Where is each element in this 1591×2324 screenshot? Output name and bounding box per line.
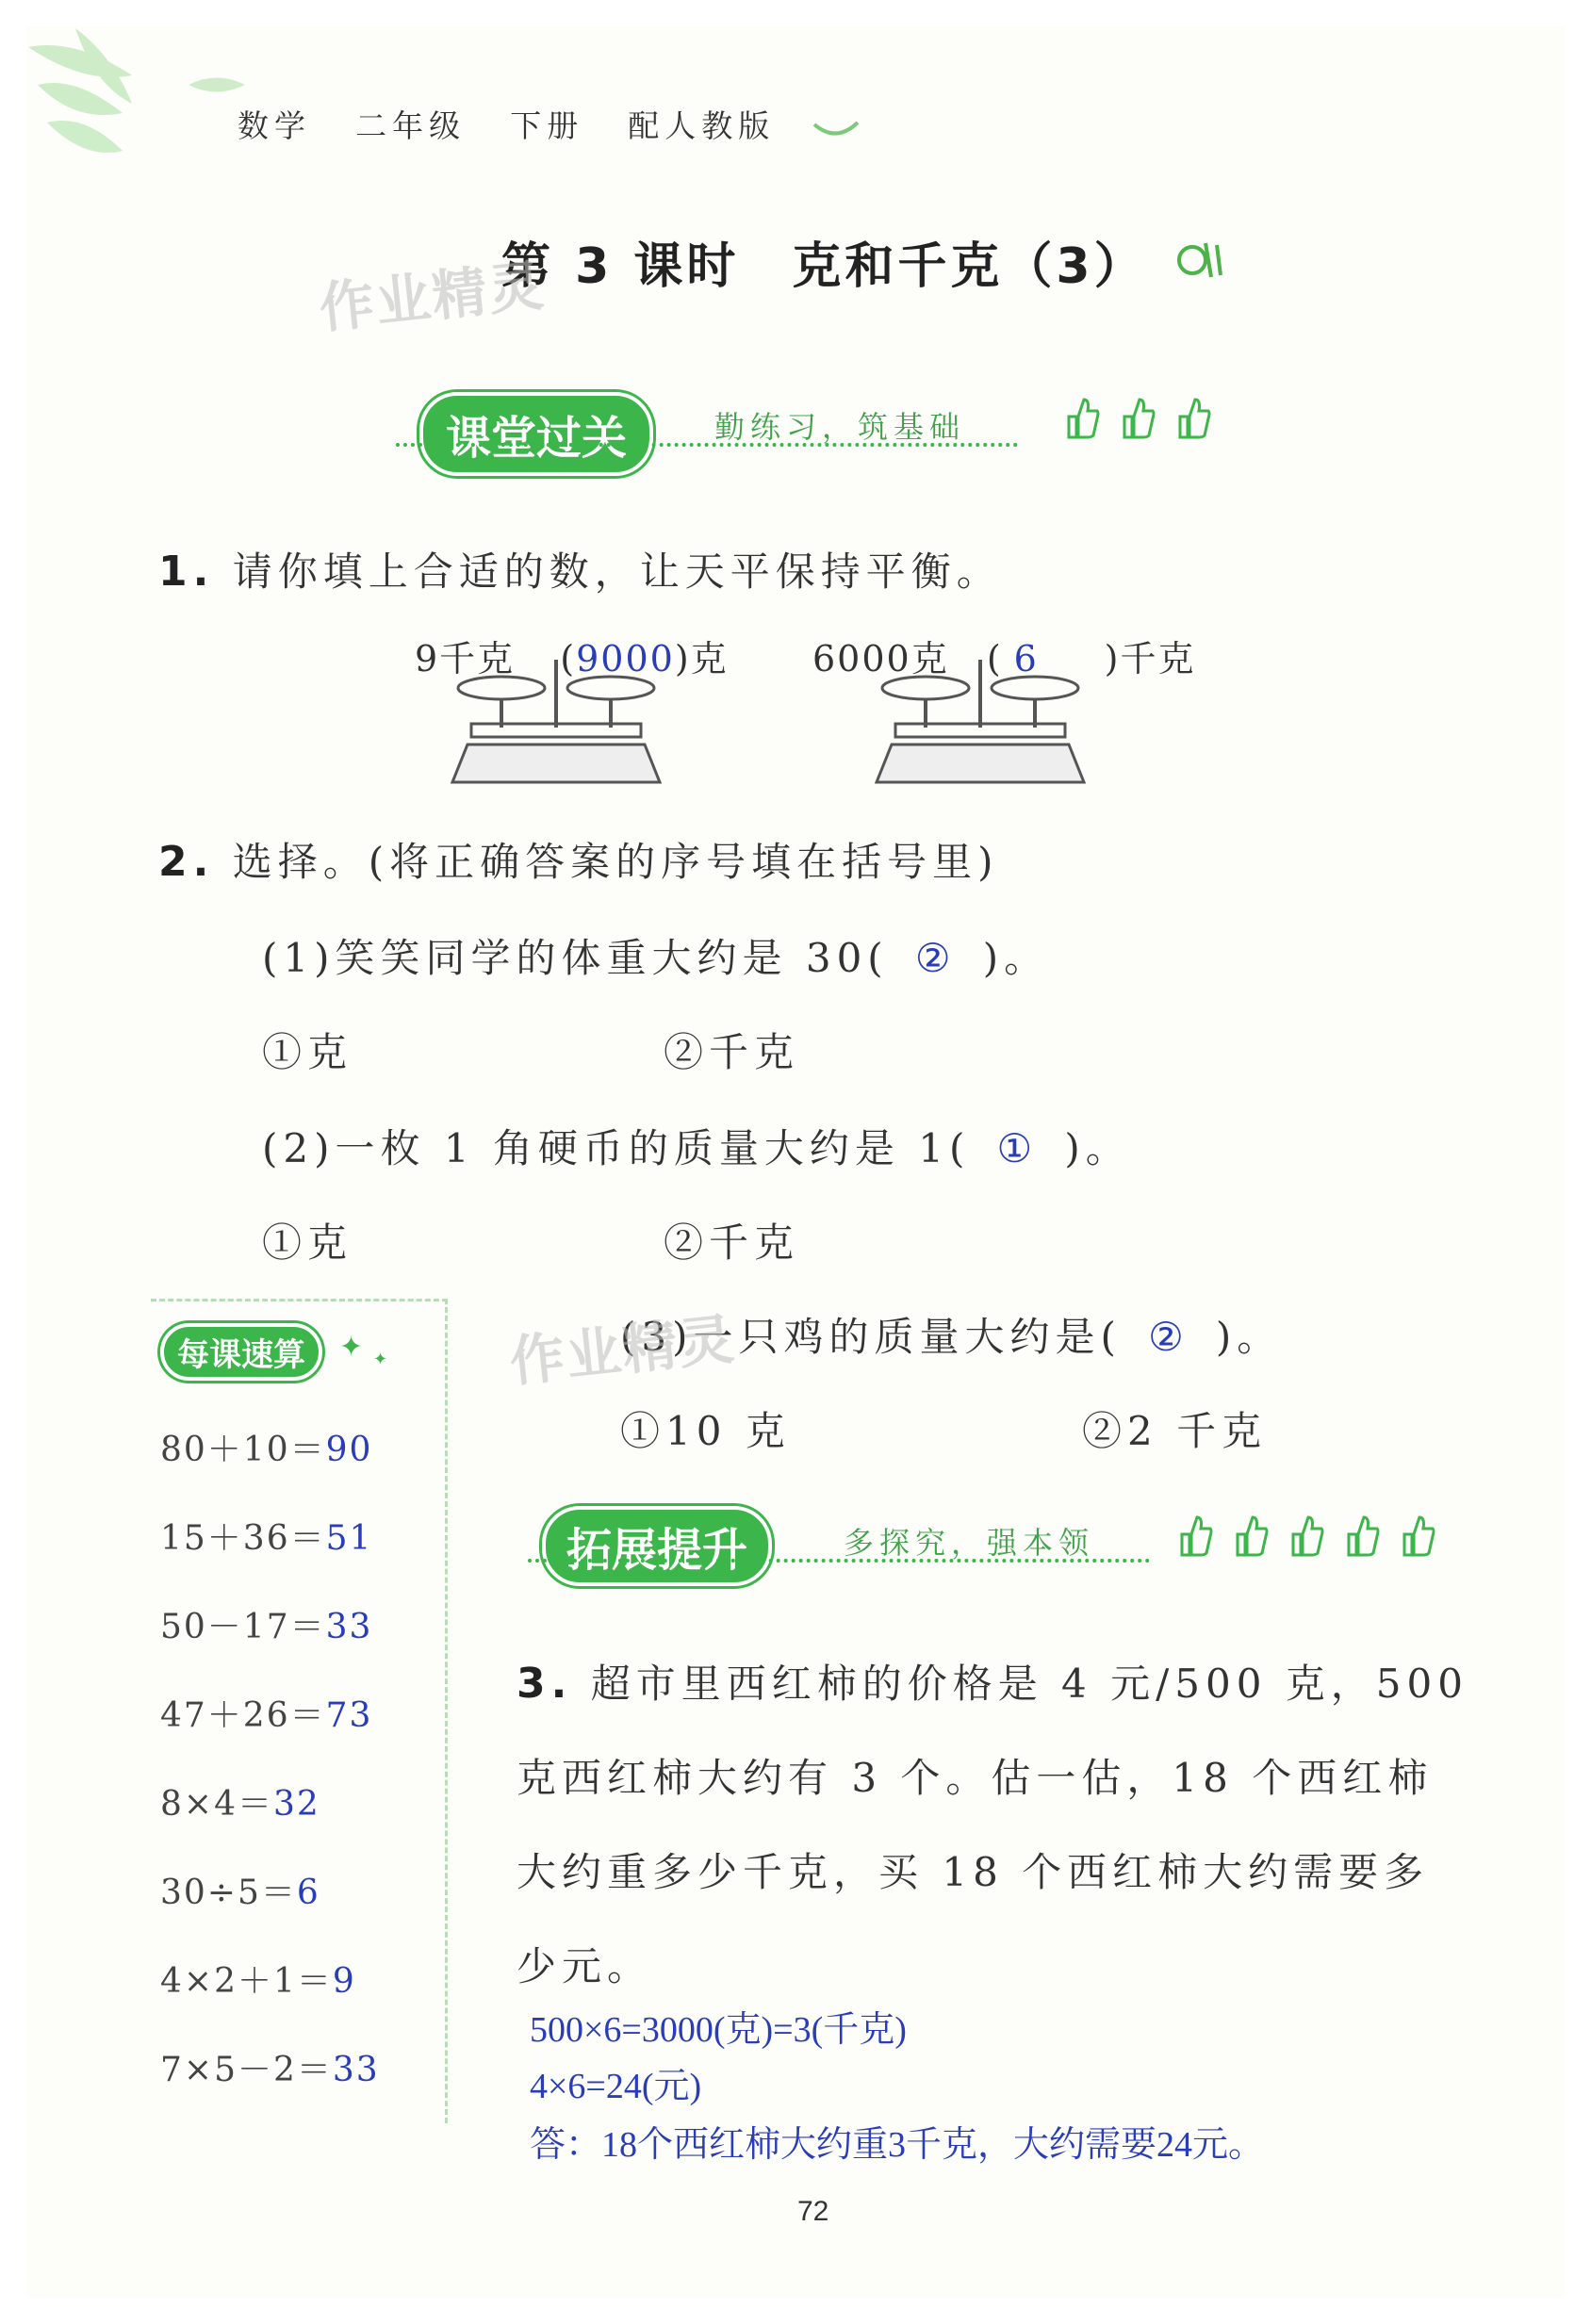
- question-3-number: 3.: [517, 1660, 573, 1708]
- section-divider: [528, 1559, 1150, 1566]
- calc-expr: 50－17＝: [160, 1608, 326, 1646]
- scale-2-open: (: [986, 638, 1003, 679]
- q2-item-1-stem: (1)笑笑同学的体重大约是 30(: [262, 935, 889, 981]
- question-2-number: 2.: [158, 838, 215, 886]
- thumbs-up-icon: [1063, 396, 1101, 441]
- q2-item-1-end: )。: [982, 935, 1050, 981]
- scale-1-open: (: [560, 638, 577, 679]
- section-badge-extension: 拓展提升: [542, 1506, 772, 1586]
- thumbs-row-5: [1176, 1514, 1450, 1563]
- lesson-title: 第 3 课时 克和千克（3）: [501, 238, 1147, 295]
- question-2-text: 选择。(将正确答案的序号填在括号里): [232, 839, 999, 885]
- calc-row: [160, 1423, 372, 1471]
- star-icon: ✦: [373, 1350, 388, 1369]
- balance-scale-1-icon: [443, 650, 669, 792]
- q2-item-2: [262, 1118, 1131, 1174]
- thumbs-up-icon: [1343, 1514, 1381, 1559]
- question-3-line-3: 大约重多少千克，买 18 个西红柿大约需要多: [517, 1849, 1430, 1895]
- header-volume: 下册: [510, 107, 584, 144]
- header-grade: 二年级: [355, 107, 467, 144]
- section-badge-classroom: 课堂过关: [419, 392, 653, 476]
- snail-deco-icon: [1164, 224, 1230, 290]
- question-1-text: 请你填上合适的数，让天平保持平衡。: [232, 548, 1002, 595]
- question-3-text: 超市里西红柿的价格是 4 元/500 克，500: [590, 1661, 1468, 1707]
- solution-line-2: 4×6=24(元): [530, 2067, 702, 2106]
- scale-2-left-label: 6000克: [812, 638, 949, 679]
- scale-1-close: )克: [674, 638, 729, 679]
- thumbs-up-icon: [1174, 396, 1212, 441]
- leaf-decoration-icon: [19, 19, 264, 188]
- quick-calc-badge: 每课速算: [160, 1323, 322, 1381]
- solution-answer: 答：18个西红柿大约重3千克，大约需要24元。: [530, 2125, 1265, 2165]
- q2-item-3-stem: (3)一只鸡的质量大约是(: [620, 1314, 1122, 1360]
- header-subject: 数学: [238, 107, 311, 144]
- question-3-line-1: [517, 1653, 1468, 1710]
- q2-item-3-answer: ②: [1148, 1314, 1189, 1360]
- section-slogan-classroom: 勤练习，筑基础: [714, 409, 966, 445]
- question-2: [158, 831, 998, 888]
- calc-answer: 6: [296, 1874, 320, 1912]
- q2-item-1: [262, 927, 1049, 984]
- q2-item-2-end: )。: [1064, 1125, 1131, 1171]
- header-edition: 配人教版: [628, 107, 776, 144]
- thumbs-up-icon: [1288, 1514, 1325, 1559]
- calc-answer: 9: [332, 1962, 356, 2001]
- calc-row: [160, 1689, 372, 1737]
- thumbs-up-icon: [1119, 396, 1156, 441]
- q2-item-1-option-b: ②千克: [664, 1029, 800, 1075]
- q2-item-1-option-a: ①克: [262, 1029, 353, 1075]
- calc-expr: 15＋36＝: [160, 1519, 326, 1558]
- scale-1-left-label: 9千克: [415, 638, 516, 679]
- calc-row: [160, 2043, 380, 2091]
- q2-item-1-answer: ②: [914, 935, 957, 981]
- q2-item-3-end: )。: [1215, 1314, 1283, 1360]
- calc-answer: 90: [325, 1431, 373, 1469]
- question-3-line-4: 少元。: [517, 1943, 653, 1989]
- calc-row: [160, 1955, 356, 2003]
- calc-expr: 30÷5＝: [160, 1874, 297, 1912]
- q2-item-3-option-b: ②2 千克: [1082, 1408, 1268, 1454]
- calc-expr: 80＋10＝: [160, 1431, 326, 1469]
- solution-line-1: 500×6=3000(克)=3(千克): [530, 2010, 907, 2050]
- section-divider: [396, 443, 1018, 450]
- page-number: 72: [797, 2196, 829, 2227]
- scale-2-close: )千克: [1104, 638, 1196, 679]
- q2-item-3-option-a: ①10 克: [620, 1408, 791, 1454]
- question-3-line-2: 克西红柿大约有 3 个。估一估，18 个西红柿: [517, 1755, 1434, 1801]
- scale-2-answer: 6: [1013, 638, 1039, 679]
- q2-item-2-stem: (2)一枚 1 角硬币的质量大约是 1(: [262, 1125, 971, 1171]
- q2-item-2-answer: ①: [996, 1125, 1039, 1171]
- calc-answer: 33: [325, 1608, 373, 1646]
- q2-item-2-option-b: ②千克: [664, 1219, 800, 1266]
- thumbs-row-3: [1063, 396, 1225, 445]
- question-1: [158, 541, 1002, 597]
- calc-row: [160, 1600, 372, 1648]
- calc-expr: 4×2＋1＝: [160, 1962, 333, 2001]
- book-header: [238, 102, 814, 146]
- calc-expr: 8×4＝: [160, 1785, 273, 1824]
- calc-expr: 7×5－2＝: [160, 2051, 333, 2089]
- leaf-small-icon: [812, 115, 860, 143]
- q2-item-2-option-a: ①克: [262, 1219, 353, 1266]
- calc-row: [160, 1866, 320, 1914]
- calc-row: [160, 1512, 372, 1560]
- calc-answer: 33: [332, 2051, 380, 2089]
- calc-row: [160, 1777, 320, 1825]
- balance-scale-2-icon: [867, 650, 1093, 792]
- calc-answer: 51: [325, 1519, 373, 1558]
- thumbs-up-icon: [1399, 1514, 1436, 1559]
- calc-answer: 73: [325, 1696, 373, 1735]
- thumbs-up-icon: [1176, 1514, 1214, 1559]
- thumbs-up-icon: [1232, 1514, 1270, 1559]
- star-icon: ✦: [339, 1331, 364, 1364]
- section-slogan-extension: 多探究，强本领: [844, 1525, 1095, 1561]
- question-1-number: 1.: [158, 548, 215, 596]
- scale-1-answer: 9000: [576, 638, 675, 679]
- watermark-top: 作业精灵: [316, 253, 549, 341]
- calc-expr: 47＋26＝: [160, 1696, 326, 1735]
- watermark-middle: 作业精灵: [506, 1306, 739, 1395]
- calc-answer: 32: [272, 1785, 320, 1824]
